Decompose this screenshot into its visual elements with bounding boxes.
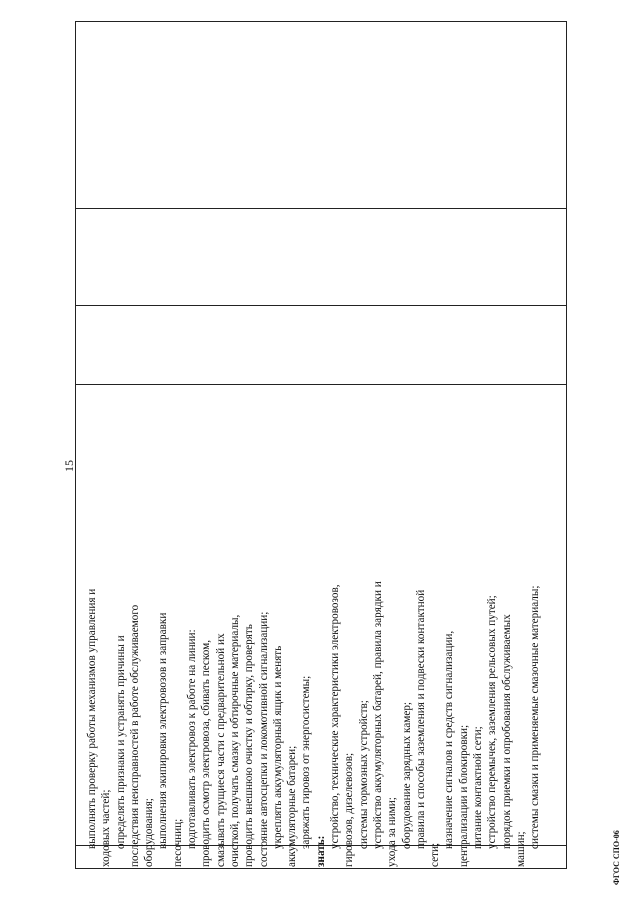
- text-line: очисткой, получать смазку и обтирочные материалы,: [228, 614, 241, 867]
- competency-text-cell: [85, 397, 555, 867]
- text-line: правила и способы заземления и подвески контактной: [414, 589, 427, 849]
- text-line: машин;: [514, 831, 527, 867]
- text-line: системы смазки и применяемые смазочные материалы;: [529, 585, 542, 849]
- text-line: порядок приемки и опробования обслуживаемых: [500, 614, 513, 849]
- text-line: ухода за ними;: [386, 797, 399, 867]
- text-line: сети;: [429, 842, 442, 867]
- text-line: аккумуляторные батареи;: [286, 745, 299, 867]
- text-line: смазывать трущиеся части с предварительной их: [214, 633, 227, 867]
- column-divider-2: [76, 384, 566, 385]
- text-line: назначение сигналов и средств сигнализации,: [443, 630, 456, 849]
- text-line: песочниц;: [171, 818, 184, 867]
- text-line: устройство перемычек, заземления рельсовых путей;: [486, 595, 499, 849]
- text-line: оборудования;: [143, 798, 156, 867]
- text-line: состояние автосцепки и локомотивной сигнализации;: [257, 611, 270, 867]
- text-line: устройство, технические характеристики электровозов,: [329, 584, 342, 849]
- page-number: 15: [62, 460, 76, 472]
- text-line: ходовых частей;: [100, 789, 113, 867]
- text-line: проводить внешнюю очистку и обтирку, проверять: [243, 624, 256, 867]
- text-line: оборудование зарядных камер;: [400, 701, 413, 849]
- column-divider-3: [76, 305, 566, 306]
- text-line: гировозов, дизелевозов;: [343, 752, 356, 867]
- column-divider-4: [76, 208, 566, 209]
- text-line: выполнения экипировки электровозов и заправки: [157, 612, 170, 849]
- text-line: питание контактной сети;: [472, 726, 485, 849]
- text-line: определять признаки и устранять причины и: [114, 635, 127, 849]
- text-line: укреплять аккумуляторный ящик и менять: [271, 645, 284, 849]
- footer-code: ФГОС СПО-06: [612, 830, 621, 885]
- text-line: знать:: [314, 835, 327, 867]
- text-line: проводить осмотр электровоза, сбивать песком,: [200, 639, 213, 867]
- text-line: централизации и блокировки;: [457, 724, 470, 867]
- text-line: системы тормозных устройств;: [357, 700, 370, 849]
- text-line: выполнять проверку работы механизмов управления и: [86, 588, 98, 849]
- text-line: последствия неисправностей в работе обслуживаемого: [128, 604, 141, 867]
- text-line: заряжать гировоз от энергосистемы;: [300, 675, 313, 849]
- text-line: подготавливать электровоз к работе на линии:: [186, 629, 199, 849]
- text-line: устройство аккумуляторных батарей, правила зарядки и: [371, 581, 384, 849]
